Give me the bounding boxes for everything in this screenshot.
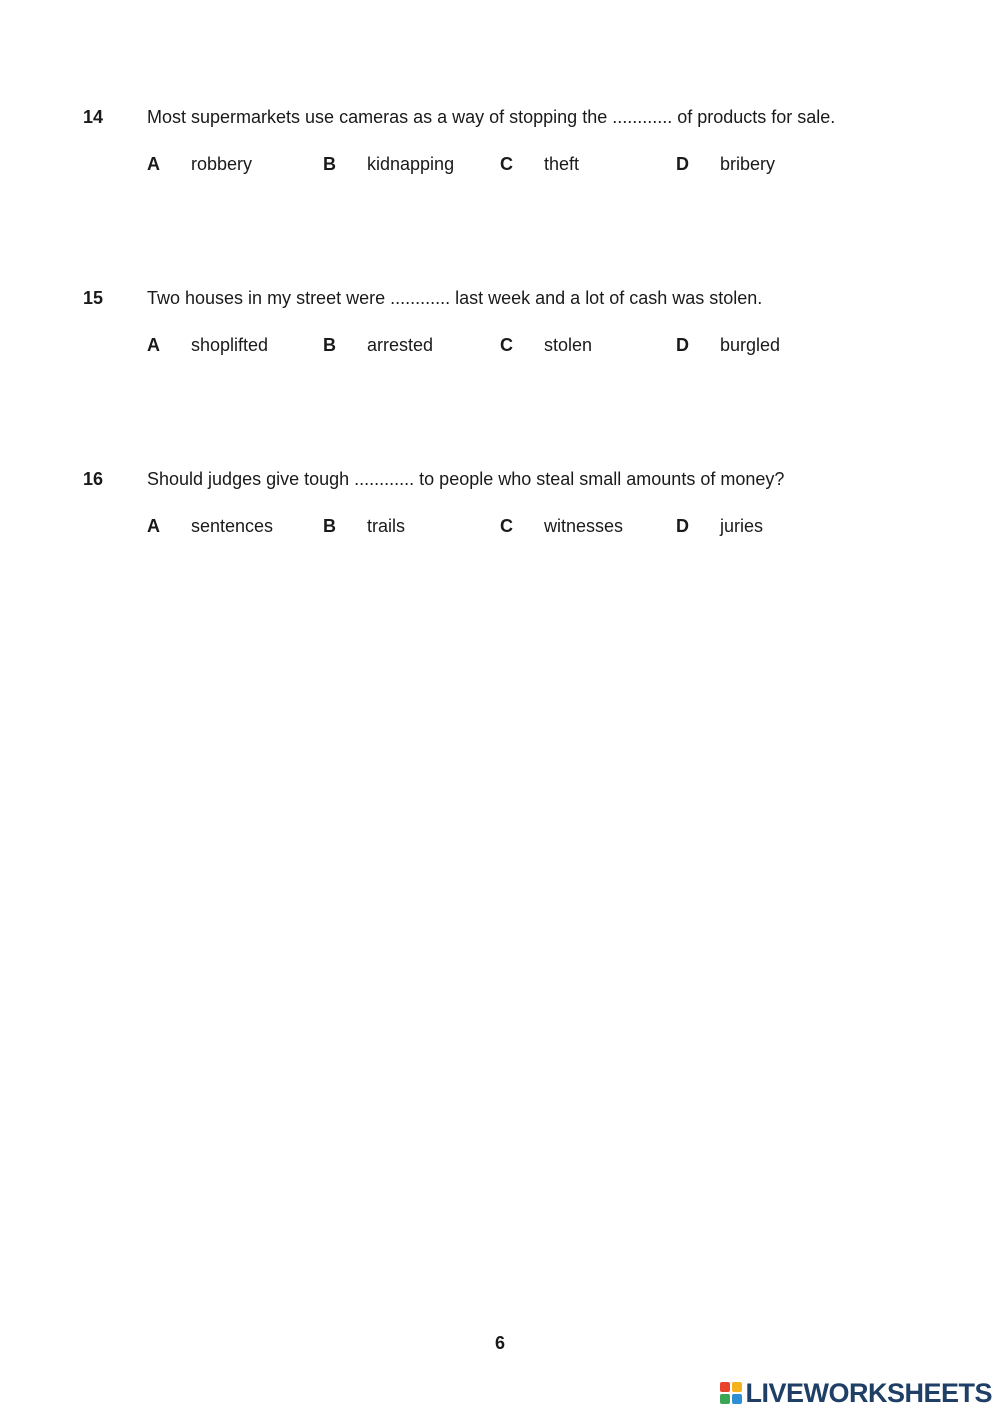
option-letter: C	[500, 516, 513, 536]
option-text: bribery	[720, 154, 776, 174]
option-letter: A	[147, 516, 160, 536]
logo-square	[720, 1382, 730, 1392]
question-number: 16	[83, 469, 104, 489]
option-text: witnesses	[544, 516, 624, 536]
option-letter: D	[676, 516, 689, 536]
question-number: 15	[83, 288, 104, 308]
question-16	[0, 468, 1000, 568]
option-letter: B	[323, 335, 336, 355]
option-text: trails	[367, 516, 406, 536]
option-letter: D	[676, 154, 689, 174]
page-number: 6	[494, 1333, 505, 1353]
question-text: Two houses in my street were ............ last week and a lot of cash was stolen.	[147, 288, 763, 308]
option-text: sentences	[191, 516, 274, 536]
logo-text: LIVEWORKSHEETS	[745, 1378, 992, 1408]
question-number: 14	[83, 107, 104, 127]
option-letter: D	[676, 335, 689, 355]
option-text: shoplifted	[191, 335, 269, 355]
question-14	[0, 106, 1000, 206]
option-letter: C	[500, 154, 513, 174]
logo-square	[720, 1394, 730, 1404]
logo-square	[732, 1382, 742, 1392]
option-letter: B	[323, 154, 336, 174]
question-text: Most supermarkets use cameras as a way of stopping the ............ of products for sale.	[147, 107, 836, 127]
liveworksheets-logo-icon	[720, 1382, 742, 1404]
option-letter: A	[147, 335, 160, 355]
logo-square	[732, 1394, 742, 1404]
option-text: theft	[544, 154, 580, 174]
option-letter: C	[500, 335, 513, 355]
question-15	[0, 287, 1000, 387]
liveworksheets-logo	[720, 1376, 992, 1410]
option-text: robbery	[191, 154, 253, 174]
option-text: burgled	[720, 335, 781, 355]
option-text: juries	[720, 516, 764, 536]
option-text: stolen	[544, 335, 593, 355]
option-text: arrested	[367, 335, 434, 355]
question-text: Should judges give tough ............ to people who steal small amounts of money?	[147, 469, 785, 489]
option-letter: A	[147, 154, 160, 174]
option-letter: B	[323, 516, 336, 536]
option-text: kidnapping	[367, 154, 455, 174]
